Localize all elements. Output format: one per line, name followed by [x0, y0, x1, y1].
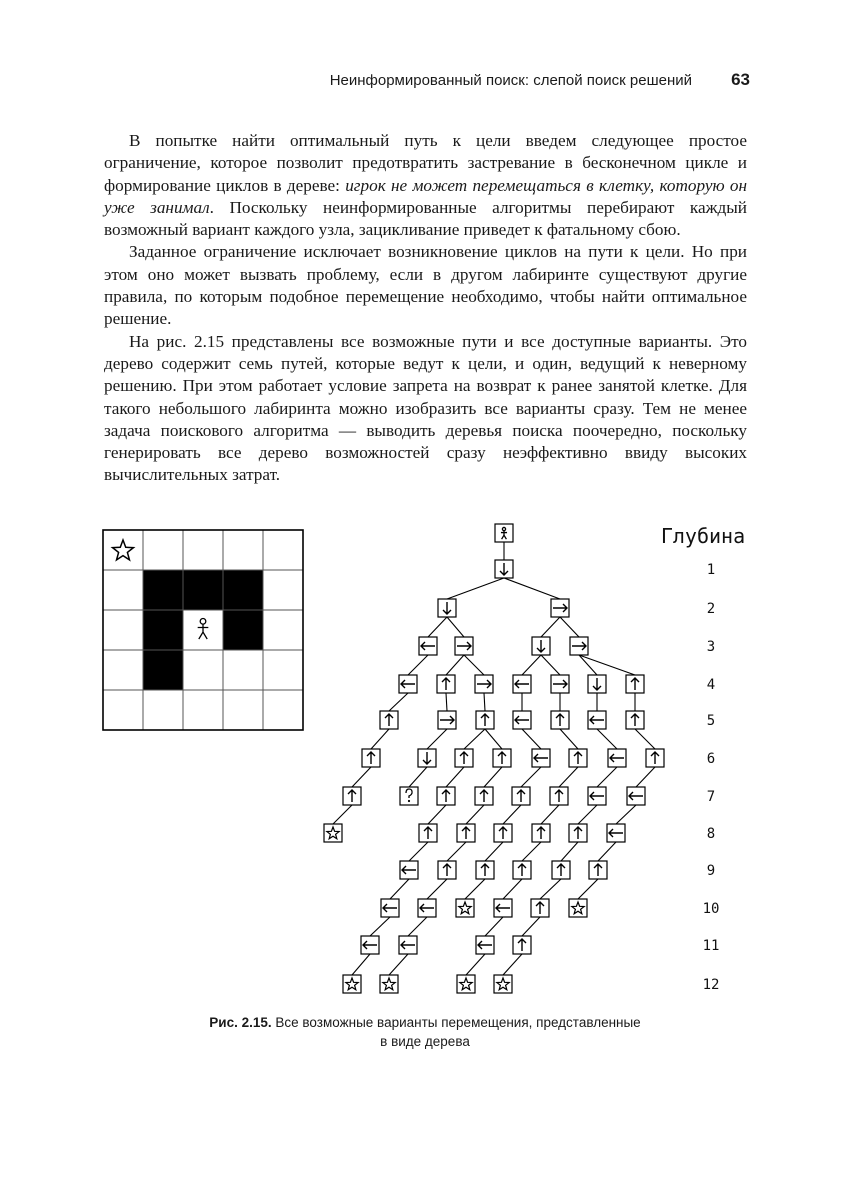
maze-cell — [183, 690, 223, 730]
tree-node — [513, 711, 531, 729]
tree-node — [437, 675, 455, 693]
tree-edge — [560, 729, 578, 749]
tree-edge — [578, 879, 598, 899]
tree-node — [512, 787, 530, 805]
tree-node — [608, 749, 626, 767]
tree-edge — [446, 655, 464, 675]
tree-node — [455, 749, 473, 767]
tree-edge — [541, 805, 559, 824]
tree-edge — [408, 917, 427, 936]
maze-grid — [103, 530, 303, 730]
maze-cell — [223, 690, 263, 730]
maze-wall-cell — [143, 570, 183, 610]
tree-node — [588, 787, 606, 805]
paragraph-1 — [104, 130, 747, 241]
paragraph-2 — [104, 241, 747, 330]
page-number: 63 — [731, 70, 750, 89]
tree-edge — [636, 767, 655, 787]
tree-edge — [466, 954, 485, 975]
tree-edge — [428, 617, 447, 637]
tree-node — [627, 787, 645, 805]
tree-edge — [485, 729, 502, 749]
tree-node — [400, 787, 418, 805]
tree-node — [551, 675, 569, 693]
tree-node — [438, 861, 456, 879]
tree-edge — [560, 617, 579, 637]
maze-cell — [263, 530, 303, 570]
tree-node — [437, 787, 455, 805]
maze-wall-cell — [183, 570, 223, 610]
tree-edge — [352, 767, 371, 787]
maze-wall-cell — [223, 610, 263, 650]
tree-edge — [389, 693, 408, 711]
tree-edge — [521, 767, 541, 787]
maze-cell — [263, 650, 303, 690]
tree-node — [343, 975, 361, 993]
tree-node — [513, 675, 531, 693]
paragraph-2-text: Заданное ограничение исключает возникновение циклов на пути к цели. Но при этом оно может вызвать проблему, если в другом лабиринте существуют другие правила, по которым подобное перемещение необходимо, чтобы найти оптимальное решение. — [104, 242, 747, 329]
tree-node — [438, 599, 456, 617]
maze-cell — [183, 530, 223, 570]
tree-node — [551, 711, 569, 729]
tree-edge — [541, 655, 560, 675]
tree-node — [569, 749, 587, 767]
tree-node — [494, 824, 512, 842]
maze-cell — [143, 530, 183, 570]
maze-wall-cell — [143, 650, 183, 690]
tree-edge — [464, 655, 484, 675]
tree-node — [532, 824, 550, 842]
tree-edge — [427, 879, 447, 899]
tree-edge — [409, 767, 427, 787]
maze-cell — [263, 570, 303, 610]
tree-edge — [427, 729, 447, 749]
tree-node — [494, 975, 512, 993]
tree-node — [569, 899, 587, 917]
tree-edge — [522, 917, 540, 936]
maze-cell — [103, 690, 143, 730]
tree-node — [419, 824, 437, 842]
tree-node — [381, 899, 399, 917]
tree-edge — [464, 729, 485, 749]
tree-node — [399, 675, 417, 693]
depth-label: 4 — [706, 677, 716, 693]
tree-node — [532, 637, 550, 655]
tree-edge — [466, 805, 484, 824]
tree-node — [626, 675, 644, 693]
chapter-title: Неинформированный поиск: слепой поиск решений — [329, 72, 692, 89]
tree-edge — [485, 917, 503, 936]
tree-node — [457, 824, 475, 842]
tree-edge — [503, 805, 521, 824]
figure-caption — [100, 1013, 750, 1051]
tree-node — [456, 899, 474, 917]
tree-edge — [389, 954, 408, 975]
tree-edge — [484, 693, 485, 711]
paragraph-1-text-end: . Поскольку неинформированные алгоритмы перебирают каждый возможный вариант каждого узла, зацикливание приведет к фатальному сбою. — [104, 197, 747, 240]
tree-edge — [409, 842, 428, 861]
tree-node — [324, 824, 342, 842]
tree-node — [362, 749, 380, 767]
tree-edge — [428, 805, 446, 824]
caption-line-1: Все возможные варианты перемещения, представленные — [275, 1015, 641, 1030]
maze-cell — [263, 690, 303, 730]
depth-label: 12 — [702, 977, 720, 993]
tree-edge — [503, 954, 522, 975]
tree-node — [551, 599, 569, 617]
maze-cell — [103, 570, 143, 610]
tree-node — [400, 861, 418, 879]
tree-node — [570, 637, 588, 655]
tree-edge — [541, 617, 560, 637]
tree-edge — [447, 617, 464, 637]
maze-cell — [263, 610, 303, 650]
tree-edge — [447, 578, 504, 599]
tree-node — [476, 936, 494, 954]
tree-edge — [616, 805, 636, 824]
tree-edge — [447, 842, 466, 861]
tree-edge — [333, 805, 352, 824]
tree-node — [589, 861, 607, 879]
tree-node — [438, 711, 456, 729]
tree-edge — [522, 842, 541, 861]
tree-node — [607, 824, 625, 842]
tree-node — [494, 899, 512, 917]
tree-node — [361, 936, 379, 954]
paragraph-3 — [104, 331, 747, 487]
tree-edge — [561, 842, 578, 861]
tree-edge — [522, 729, 541, 749]
tree-node — [343, 787, 361, 805]
tree-edge — [370, 917, 390, 936]
maze-cell — [103, 610, 143, 650]
tree-node — [532, 749, 550, 767]
tree-edge — [446, 767, 464, 787]
tree-edge — [597, 729, 617, 749]
tree-node — [588, 675, 606, 693]
tree-node — [418, 899, 436, 917]
tree-edge — [446, 693, 447, 711]
depth-label: 2 — [706, 601, 716, 617]
tree-edge — [408, 655, 428, 675]
paragraph-1-text: В попытке найти оптимальный путь к цели введем следующее простое ограничение, которое позволит предотвратить застревание в бесконечном цикле и формирование циклов в дереве: — [104, 131, 747, 195]
depth-label: 7 — [706, 789, 716, 805]
tree-edge — [390, 879, 409, 899]
tree-node — [513, 861, 531, 879]
tree-edge — [484, 767, 502, 787]
maze-wall-cell — [223, 570, 263, 610]
tree-edge — [504, 578, 560, 599]
tree-node — [569, 824, 587, 842]
maze-cell — [103, 530, 143, 570]
tree-edge — [503, 879, 522, 899]
tree-edge — [540, 879, 561, 899]
maze-cell — [223, 530, 263, 570]
tree-edge — [635, 729, 655, 749]
tree-root-node — [495, 524, 513, 542]
tree-edge — [578, 805, 597, 824]
maze-cell — [103, 650, 143, 690]
tree-node — [399, 936, 417, 954]
depth-scale — [661, 524, 745, 993]
tree-node — [531, 899, 549, 917]
figure-maze-tree — [0, 515, 849, 1005]
tree-node — [380, 975, 398, 993]
tree-node — [552, 861, 570, 879]
caption-line-2: в виде дерева — [380, 1034, 470, 1049]
tree-node — [457, 975, 475, 993]
depth-label: 10 — [702, 901, 720, 917]
tree-node — [626, 711, 644, 729]
tree-node — [550, 787, 568, 805]
depth-label: 6 — [706, 751, 716, 767]
tree-nodes — [324, 524, 664, 993]
maze-wall-cell — [143, 610, 183, 650]
tree-node — [588, 711, 606, 729]
tree-node — [495, 560, 513, 578]
paragraph-3-text: На рис. 2.15 представлены все возможные пути и все доступные варианты. Это дерево содержит семь путей, которые ведут к цели, и один, ведущий к неверному решению. При этом работает условие запрета на возврат к ранее занятой клетке. Для такого небольшого лабиринта можно изобразить все варианты сразу. Тем не менее задача поискового алгоритма — выводить деревья поиска поочередно, поскольку генерировать все дерево возможностей сразу неэффективно ввиду высоких вычислительных затрат. — [104, 331, 747, 485]
tree-node — [419, 637, 437, 655]
tree-edge — [598, 842, 616, 861]
body-text — [104, 130, 747, 487]
tree-node — [475, 787, 493, 805]
depth-label: 5 — [706, 713, 716, 729]
depth-label: 11 — [702, 938, 720, 954]
maze-cell — [223, 650, 263, 690]
tree-node — [455, 637, 473, 655]
tree-node — [646, 749, 664, 767]
caption-label: Рис. 2.15. — [209, 1015, 272, 1030]
tree-edge — [371, 729, 389, 749]
tree-edge — [559, 767, 578, 787]
tree-node — [476, 861, 494, 879]
depth-label: 9 — [706, 863, 716, 879]
tree-node — [513, 936, 531, 954]
maze-cell — [143, 690, 183, 730]
running-header — [310, 70, 750, 94]
tree-node — [493, 749, 511, 767]
tree-node — [418, 749, 436, 767]
paragraph-1-emphasis: игрок не может перемещаться в клетку, которую он уже занимал — [104, 175, 748, 217]
maze-cell — [183, 650, 223, 690]
tree-node — [476, 711, 494, 729]
tree-node — [380, 711, 398, 729]
tree-edge — [485, 842, 503, 861]
tree-edge — [522, 655, 541, 675]
depth-label: 8 — [706, 826, 716, 842]
tree-edge — [352, 954, 370, 975]
tree-node — [475, 675, 493, 693]
tree-edge — [597, 767, 617, 787]
depth-label: 3 — [706, 639, 716, 655]
depth-title: Глубина — [660, 524, 746, 548]
tree-edge — [465, 879, 485, 899]
depth-label: 1 — [706, 562, 716, 578]
